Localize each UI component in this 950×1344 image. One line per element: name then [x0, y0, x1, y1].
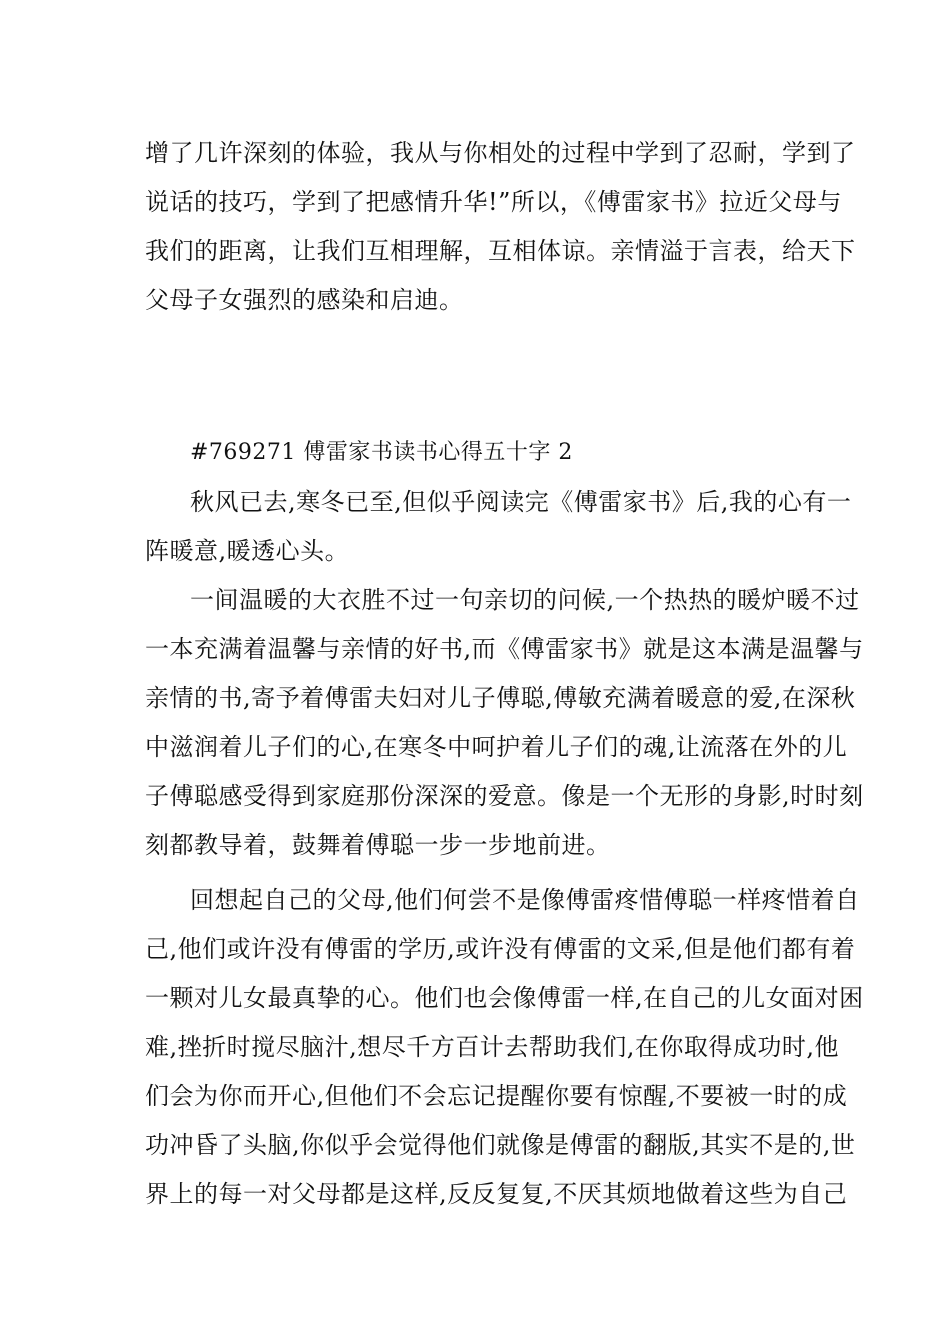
paragraph-line: 中滋润着儿子们的心,在寒冬中呵护着儿子们的魂,让流落在外的儿 [145, 733, 848, 761]
paragraph-line: 一间温暖的大衣胜不过一句亲切的问候,一个热热的暖炉暖不过 [190, 586, 860, 614]
paragraph-line: 界上的每一对父母都是这样,反反复复,不厌其烦地做着这些为自己 [145, 1180, 848, 1208]
paragraph-line: 们会为你而开心,但他们不会忘记提醒你要有惊醒,不要被一时的成 [145, 1082, 848, 1110]
paragraph-line: 己,他们或许没有傅雷的学历,或许没有傅雷的文采,但是他们都有着 [145, 935, 856, 963]
paragraph-line: 阵暖意,暖透心头。 [145, 537, 350, 565]
paragraph-line: 回想起自己的父母,他们何尝不是像傅雷疼惜傅聪一样疼惜着自 [190, 886, 860, 914]
paragraph-line: 父母子女强烈的感染和启迪。 [145, 286, 464, 314]
paragraph-line: 功冲昏了头脑,你似乎会觉得他们就像是傅雷的翻版,其实不是的,世 [145, 1131, 856, 1159]
section-heading: #769271 傅雷家书读书心得五十字 2 [190, 440, 573, 465]
paragraph-line: 增了几许深刻的体验，我从与你相处的过程中学到了忍耐，学到了 [145, 139, 856, 167]
paragraph-line: 我们的距离，让我们互相理解，互相体谅。亲情溢于言表，给天下 [145, 237, 856, 265]
paragraph-line: 亲情的书,寄予着傅雷夫妇对儿子傅聪,傅敏充满着暖意的爱,在深秋 [145, 684, 856, 712]
paragraph-line: 难,挫折时搅尽脑汁,想尽千方百计去帮助我们,在你取得成功时,他 [145, 1033, 840, 1061]
paragraph-line: 一本充满着温馨与亲情的好书,而《傅雷家书》就是这本满是温馨与 [145, 635, 864, 663]
paragraph-line: 一颗对儿女最真挚的心。他们也会像傅雷一样,在自己的儿女面对困 [145, 984, 864, 1012]
paragraph-line: 刻都教导着，鼓舞着傅聪一步一步地前进。 [145, 831, 611, 859]
paragraph-line: 秋风已去,寒冬已至,但似乎阅读完《傅雷家书》后,我的心有一 [190, 488, 852, 516]
paragraph-line: 说话的技巧，学到了把感情升华!”所以，《傅雷家书》拉近父母与 [145, 188, 842, 216]
paragraph-line: 子傅聪感受得到家庭那份深深的爱意。像是一个无形的身影,时时刻 [145, 782, 864, 810]
